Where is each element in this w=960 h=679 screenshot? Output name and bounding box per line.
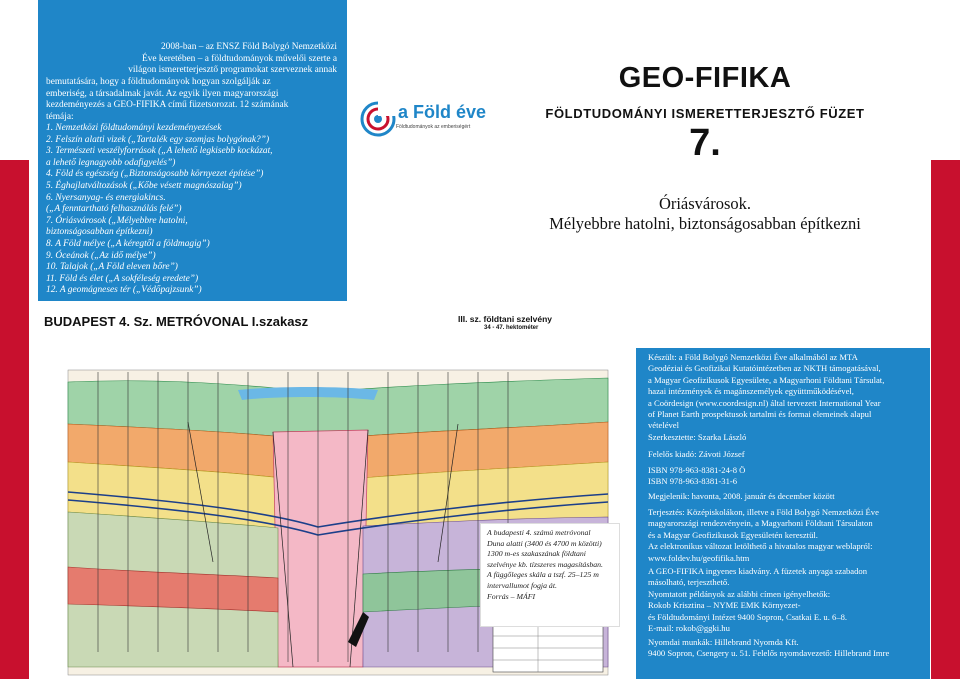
series-item: 6. Nyersanyag- és energiakincs. xyxy=(46,192,166,203)
logo-wordmark: a Föld éve xyxy=(398,102,487,122)
caption-line: A budapesti 4. számú metróvonal xyxy=(487,528,591,537)
intro-line: 2008-ban – az ENSZ Föld Bolygó Nemzetközi xyxy=(160,42,337,52)
caption-line: A függőleges skála a tszf. 25–125 m xyxy=(487,570,599,580)
colophon-line: hazai intézmények és magánszemélyek együttműködésével, xyxy=(648,386,854,397)
colophon-line: Nyomdai munkák: Hillebrand Nyomda Kft. xyxy=(648,637,799,647)
colophon-line: a Coördesign (www.coordesign.nl) által tervezett International Year xyxy=(648,397,881,408)
cover-title: GEO-FIFIKA xyxy=(618,62,792,94)
series-item: 2. Felszín alatti vizek („Tartalék egy szomjas bolygónak?”) xyxy=(46,134,270,145)
colophon-line: Rokob Krisztina – NYME EMK Környezet- xyxy=(648,600,801,611)
colophon-printing xyxy=(648,637,926,660)
series-item: 11. Föld és élet („A sokféleség eredete”) xyxy=(46,273,199,284)
intro-line: témája: xyxy=(46,111,74,122)
colophon-line: Az elektronikus változat letölthető a hivatalos magyar weblapról: xyxy=(648,541,873,552)
colophon-line: www.foldev.hu/geofifika.htm xyxy=(648,552,750,563)
caption-line: Duna alatti (3400 és 4700 m közötti) xyxy=(487,538,602,548)
colophon-line: és a Magyar Geofizikusok Egyesületén keresztül. xyxy=(648,529,818,540)
logo-tagline: Földtudományok az emberiségért xyxy=(396,124,471,130)
cover-subtitle: FÖLDTUDOMÁNYI ISMERETTERJESZTŐ FÜZET xyxy=(545,106,865,121)
series-item: 8. A Föld mélye („A kéregtől a földmagig”) xyxy=(46,238,210,249)
series-item: a lehető legnagyobb odafigyelés”) xyxy=(46,157,176,168)
cross-section-section-label: III. sz. földtani szelvény xyxy=(458,314,552,324)
caption-line: intervallumot fogja át. xyxy=(487,580,557,590)
colophon-line: 9400 Sopron, Csengery u. 51. Felelős nyomdavezető: Hillebrand Imre xyxy=(648,648,890,659)
intro-tail-text xyxy=(46,77,337,123)
intro-line: emberiség, a társadalmak javát. Az egyik ilyen magyarországi xyxy=(46,88,279,99)
cross-section-range-label: 34 - 47. hektométer xyxy=(484,325,539,331)
colophon-made xyxy=(648,352,926,432)
isbn-line: ISBN 978-963-8381-24-8 Ö xyxy=(648,465,746,475)
caption-line: szelvénye kb. tízszeres magasításban. xyxy=(487,559,603,569)
colophon-line: Geodéziai és Geofizikai Kutatóintézetben az NKTH támogatásával, xyxy=(648,363,881,374)
series-item: biztonságosabban építkezni) xyxy=(46,227,153,238)
colophon-publisher: Felelős kiadó: Závoti József xyxy=(648,449,745,459)
series-item: 9. Óceánok („Az idő mélye”) xyxy=(46,250,156,261)
intro-line: kezdeményezés a GEO-FIFIKA című füzetsorozat. 12 számának xyxy=(46,100,289,111)
caption-line: 1300 m-es szakaszának földtani xyxy=(487,549,586,559)
intro-text xyxy=(46,42,337,77)
colophon-line: Nyomtatott példányok az alábbi címen igényelhetők: xyxy=(648,588,831,599)
colophon-distribution xyxy=(648,507,926,564)
intro-line: bemutatására, hogy a földtudományok hogyan szolgálják az xyxy=(46,77,271,87)
colophon-line: Készült: a Föld Bolygó Nemzetközi Éve alkalmából az MTA xyxy=(648,352,858,362)
series-item: 7. Óriásvárosok („Mélyebbre hatolni, xyxy=(46,215,188,226)
series-item: 5. Éghajlatváltozások („Kőbe vésett magnószalag”) xyxy=(46,180,242,191)
colophon-free-copies xyxy=(648,566,926,634)
colophon-panel xyxy=(636,348,930,679)
colophon-line: E-mail: rokob@ggki.hu xyxy=(648,623,730,634)
colophon-line: magyarországi rendezvényein, a Magyarhoni Földtani Társulaton xyxy=(648,518,873,529)
colophon-isbn xyxy=(648,465,926,488)
issue-title xyxy=(480,194,930,234)
issue-title-line: Mélyebbre hatolni, biztonságosabban építkezni xyxy=(549,214,861,233)
colophon-line: Terjesztés: Középiskolákon, illetve a Föld Bolygó Nemzetközi Éve xyxy=(648,507,879,517)
colophon-editor: Szerkesztette: Szarka László xyxy=(648,432,747,442)
logo-swirl-icon xyxy=(359,100,397,138)
colophon-line: és Földtudományi Intézet 9400 Sopron, Csatkai E. u. 6–8. xyxy=(648,611,848,622)
series-item: 1. Nemzetközi földtudományi kezdeményezések xyxy=(46,123,222,133)
colophon-line: of Planet Earth prospektusok tartalmi és formai elemeinek alapul xyxy=(648,409,872,420)
right-red-bar xyxy=(931,160,960,679)
colophon-frequency: Megjelenik: havonta, 2008. január és december között xyxy=(648,491,835,501)
series-item: 10. Talajok („A Föld eleven bőre”) xyxy=(46,262,178,273)
series-item: („A fenntartható felhasználás felé”) xyxy=(46,204,182,215)
series-item: 3. Természeti veszélyforrások („A lehető legkisebb kockázat, xyxy=(46,146,273,157)
caption-line: Forrás – MÁFI xyxy=(487,591,536,601)
issue-title-line: Óriásvárosok. xyxy=(658,194,752,213)
isbn-line: ISBN 978-963-8381-31-6 xyxy=(648,476,738,487)
colophon-line: a Magyar Geofizikusok Egyesülete, a Magyarhoni Földtani Társulat, xyxy=(648,374,885,385)
colophon-line: másolható, terjeszthető. xyxy=(648,577,730,588)
left-red-bar xyxy=(0,160,29,679)
series-info-panel xyxy=(38,0,347,301)
colophon-line: vételével xyxy=(648,420,680,431)
series-list xyxy=(46,123,346,297)
series-item: 12. A geomágneses tér („Védőpajzsunk”) xyxy=(46,285,202,296)
series-item: 4. Föld és egészség („Biztonságosabb környezet építése”) xyxy=(46,169,264,180)
issue-number: 7. xyxy=(689,122,721,164)
intro-line: Éve keretében – a földtudományok művelői szerte a xyxy=(142,53,337,64)
cross-section-caption xyxy=(480,523,620,627)
cross-section-title: BUDAPEST 4. Sz. METRÓVONAL I.szakasz xyxy=(44,314,309,329)
colophon-line: A GEO-FIFIKA ingyenes kiadvány. A füzetek anyaga szabadon xyxy=(648,566,868,576)
earth-year-logo xyxy=(359,100,487,140)
intro-line: világon ismeretterjesztő programokat szerveznek annak xyxy=(128,65,337,76)
